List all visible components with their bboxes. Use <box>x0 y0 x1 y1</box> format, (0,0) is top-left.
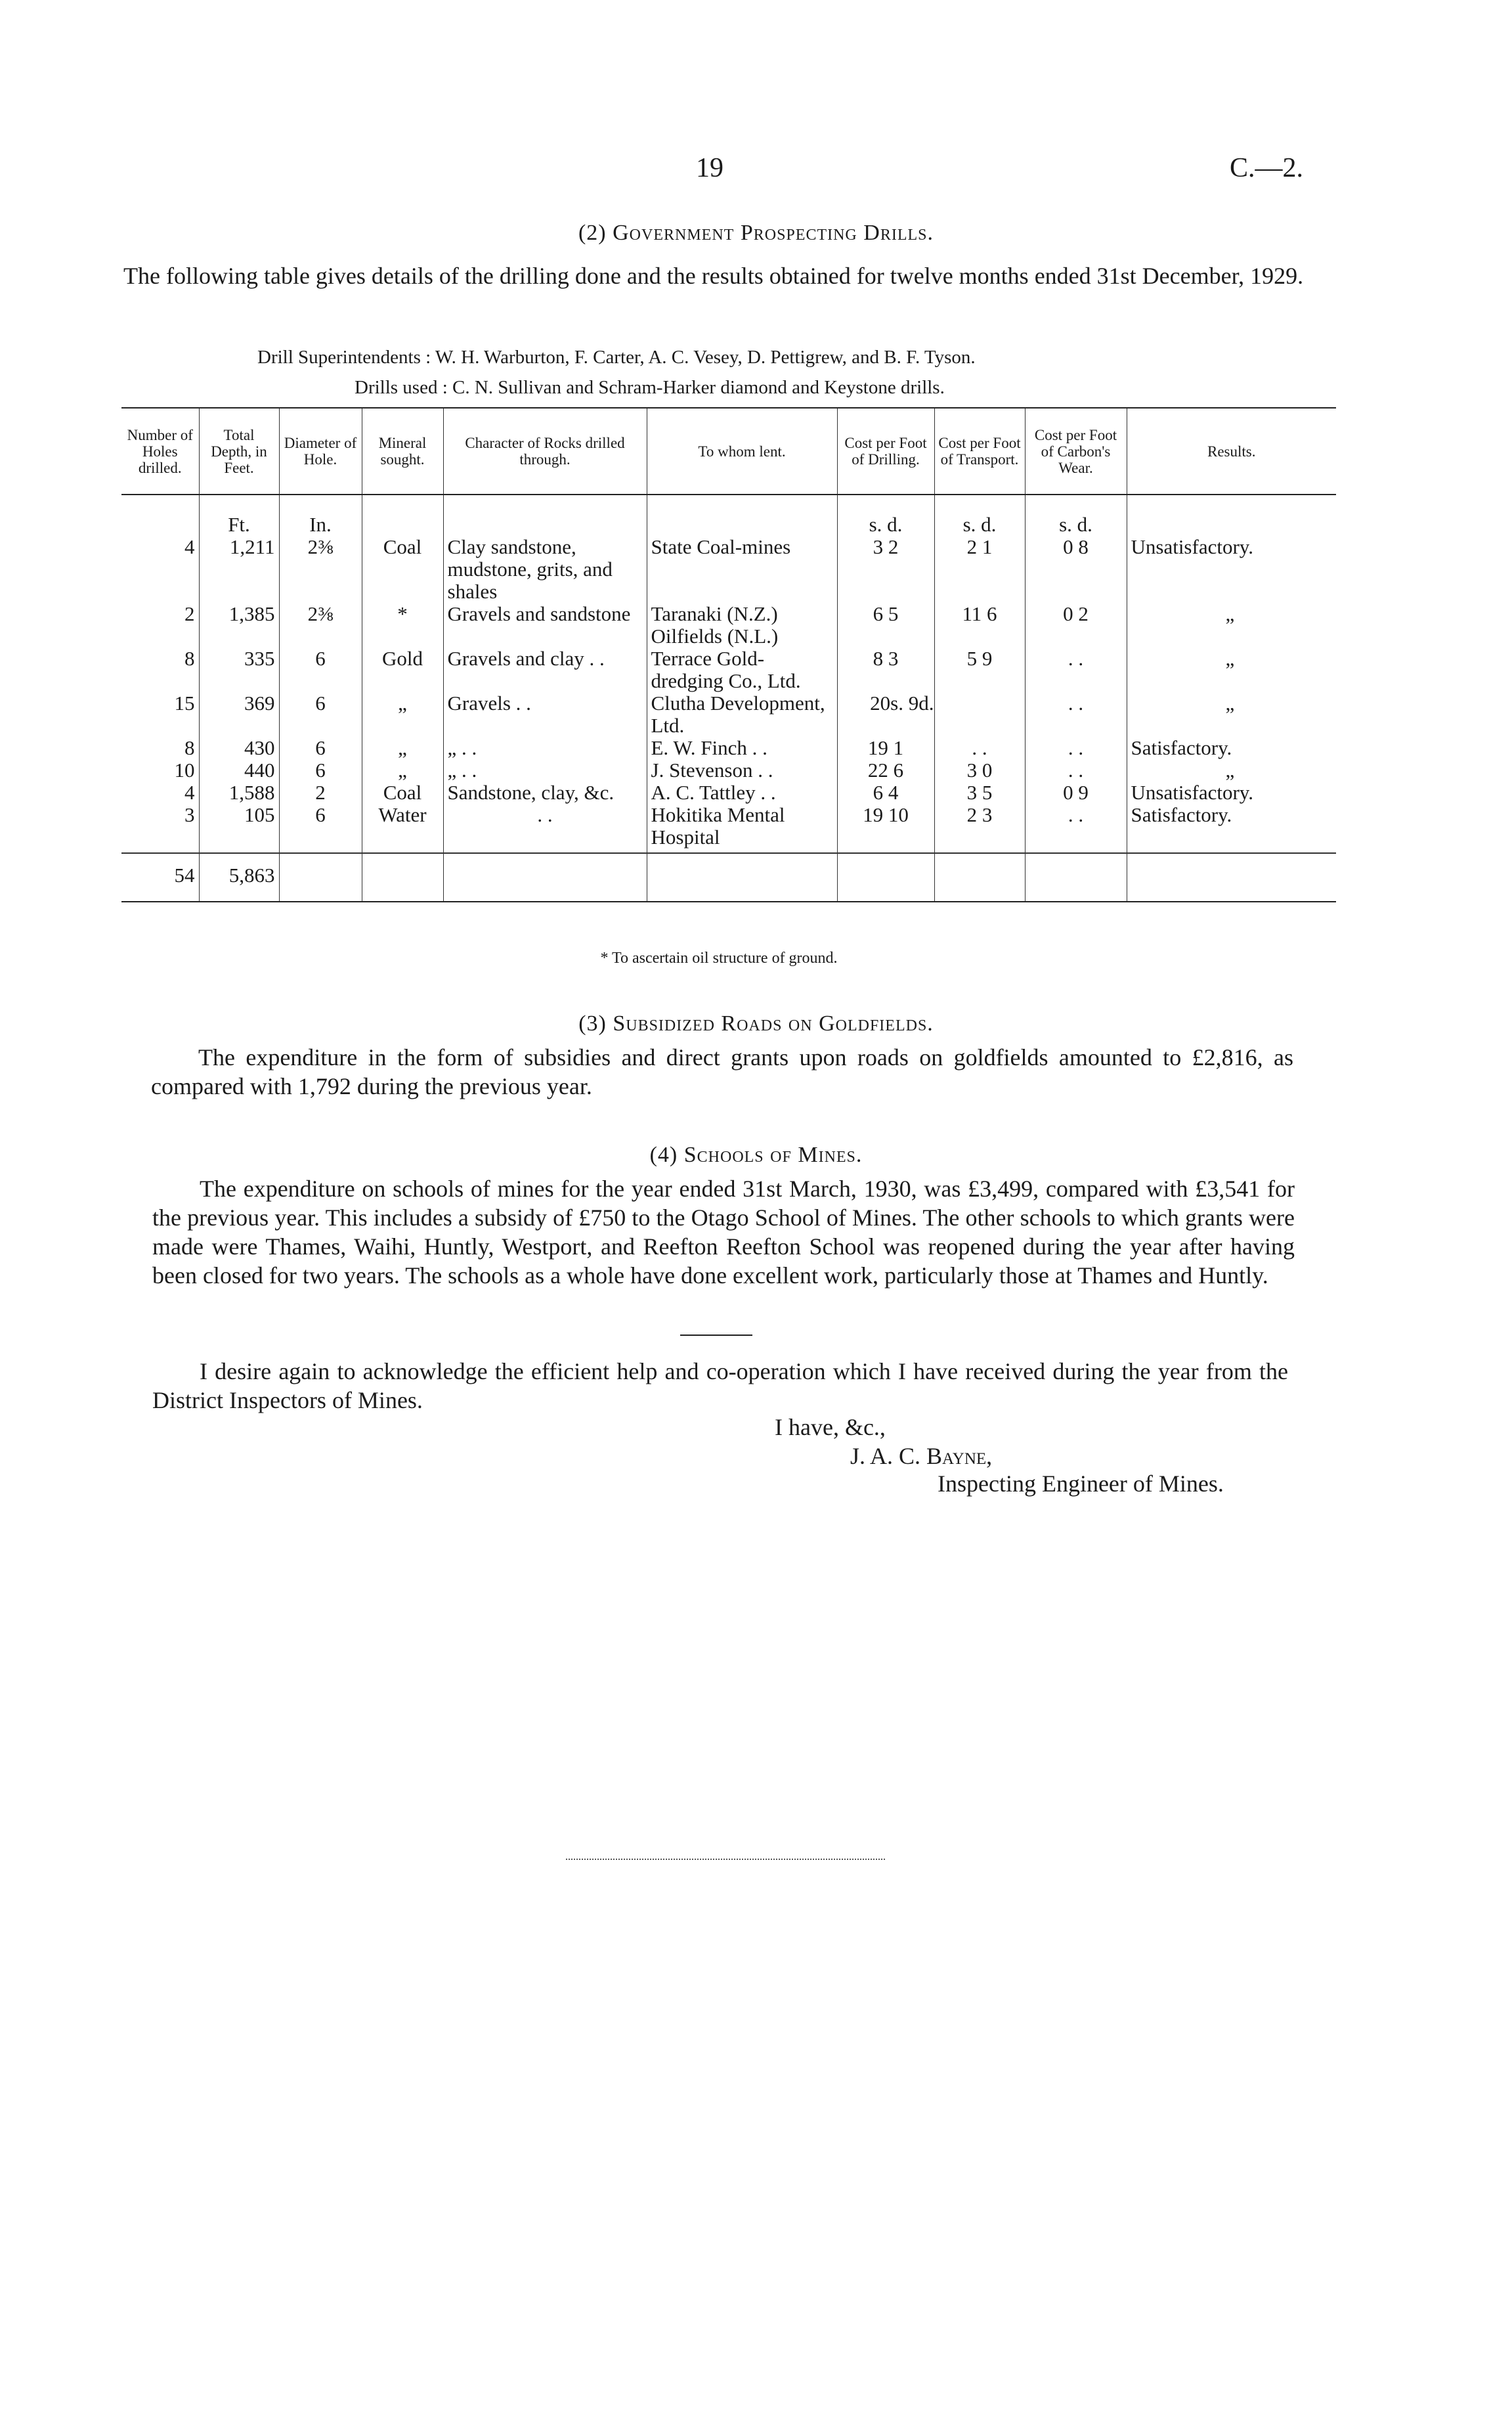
table-cell: Gravels . . <box>443 692 647 737</box>
table-cell: 6 <box>279 804 362 853</box>
table-cell: 22 6 <box>837 759 934 782</box>
table-row <box>121 648 1336 692</box>
table-cell: „ <box>1225 647 1235 670</box>
table-cell: „ . . <box>443 737 647 759</box>
table-cell: Gold <box>362 648 443 692</box>
table-cell: Unsatisfactory. <box>1131 535 1254 558</box>
table-cell <box>443 495 647 536</box>
table-cell: Water <box>362 804 443 853</box>
table-cell: Coal <box>362 782 443 804</box>
table-cell: 430 <box>199 737 279 759</box>
column-header: Number of Holes drilled. <box>121 408 199 495</box>
table-cell: Terrace Gold-dredging Co., Ltd. <box>647 648 837 692</box>
section-2-intro: The following table gives details of the drilling done and the results obtained for twelve months ended 31st December, 1929. <box>123 263 1304 289</box>
table-cell: . . <box>934 737 1025 759</box>
table-cell: Clay sandstone, mudstone, grits, and shales <box>443 536 647 603</box>
table-cell: Satisfactory. <box>1131 736 1232 759</box>
column-header: To whom lent. <box>647 408 837 495</box>
series-reference: C.—2. <box>1229 153 1303 183</box>
totals-row <box>121 853 1336 902</box>
table-row <box>121 603 1336 648</box>
table-cell: 4 <box>121 536 199 603</box>
table-cell <box>121 495 199 536</box>
table-cell: „ <box>1225 759 1235 782</box>
column-header: Mineral sought. <box>362 408 443 495</box>
table-footnote: * To ascertain oil structure of ground. <box>600 950 838 967</box>
column-header: Cost per Foot of Carbon's Wear. <box>1025 408 1127 495</box>
table-cell: Unsatisfactory. <box>1131 781 1254 804</box>
total-depth: 5,863 <box>199 853 279 902</box>
table-cell: „ <box>362 737 443 759</box>
table-cell: 2 3 <box>934 804 1025 853</box>
table-row <box>121 804 1336 853</box>
column-header: Cost per Foot of Transport. <box>934 408 1025 495</box>
column-header: Character of Rocks drilled through. <box>443 408 647 495</box>
table-cell: In. <box>279 495 362 536</box>
table-cell: . . <box>1025 648 1127 692</box>
table-cell: . . <box>1025 804 1127 853</box>
table-row <box>121 692 1336 737</box>
table-cell: s. d. <box>934 495 1025 536</box>
table-cell: 19 1 <box>837 737 934 759</box>
table-cell: 8 3 <box>837 648 934 692</box>
table-cell: 6 5 <box>837 603 934 648</box>
table-cell: „ <box>362 692 443 737</box>
table-cell: . . <box>1025 759 1127 782</box>
table-cell: „ . . <box>443 759 647 782</box>
table-cell: A. C. Tattley . . <box>647 782 837 804</box>
drills-used: Drills used : C. N. Sullivan and Schram-Harker diamond and Keystone drills. <box>355 377 945 398</box>
table-cell: Coal <box>362 536 443 603</box>
section-4-body: The expenditure on schools of mines for the year ended 31st March, 1930, was £3,499, compared with £3,541 for the previous year. This includes a subsidy of £750 to the Otago School of Mines. The other schools to which grants were made were Thames, Waihi, Huntly, Westport, and Reefton Reefton School was reopened during the year after having been closed for two years. The schools as a whole have done excellent work, particularly those at Thames and Huntly. <box>152 1176 1295 1289</box>
table-cell: 105 <box>199 804 279 853</box>
closing-paragraph: I desire again to acknowledge the efficient help and co-operation which I have received during the year from the District Inspectors of Mines. <box>152 1358 1288 1413</box>
table-cell: 0 2 <box>1025 603 1127 648</box>
table-cell: 11 6 <box>934 603 1025 648</box>
table-cell: 2⅜ <box>279 603 362 648</box>
table-cell: 5 9 <box>934 648 1025 692</box>
column-header: Results. <box>1127 408 1336 495</box>
table-cell: Satisfactory. <box>1131 803 1232 826</box>
table-cell: Sandstone, clay, &c. <box>443 782 647 804</box>
column-header: Cost per Foot of Drilling. <box>837 408 934 495</box>
table-cell: „ <box>1225 692 1235 715</box>
table-cell: 1,211 <box>199 536 279 603</box>
drilling-table <box>121 407 1336 902</box>
page-number: 19 <box>696 153 724 183</box>
table-cell: 0 8 <box>1025 536 1127 603</box>
table-cell: J. Stevenson . . <box>647 759 837 782</box>
total-holes: 54 <box>121 853 199 902</box>
table-cell: 6 <box>279 759 362 782</box>
section-3-body: The expenditure in the form of subsidies and direct grants upon roads on goldfields amounted to £2,816, as compared with 1,792 during the previous year. <box>151 1044 1293 1099</box>
table-cell: 2 <box>121 603 199 648</box>
table-cell: . . <box>443 804 647 853</box>
table-row <box>121 782 1336 804</box>
column-header: Diameter of Hole. <box>279 408 362 495</box>
table-cell <box>362 495 443 536</box>
units-row <box>121 495 1336 536</box>
table-cell: Gravels and sandstone <box>443 603 647 648</box>
table-cell: 1,385 <box>199 603 279 648</box>
table-cell: Gravels and clay . . <box>443 648 647 692</box>
closing-salutation: I have, &c., <box>775 1414 886 1440</box>
table-cell: . . <box>1025 737 1127 759</box>
table-row <box>121 536 1336 603</box>
table-row <box>121 737 1336 759</box>
table-row <box>121 759 1336 782</box>
table-cell: . . <box>1025 692 1127 737</box>
table-cell <box>1127 495 1336 536</box>
table-cell: 10 <box>121 759 199 782</box>
section-3-title: (3) Subsidized Roads on Goldfields. <box>578 1011 934 1036</box>
table-cell: 6 <box>279 648 362 692</box>
table-cell: 0 9 <box>1025 782 1127 804</box>
table-cell: 3 5 <box>934 782 1025 804</box>
table-cell: 3 0 <box>934 759 1025 782</box>
table-cell: State Coal-mines <box>647 536 837 603</box>
table-cell: 335 <box>199 648 279 692</box>
table-cell: Taranaki (N.Z.) Oilfields (N.L.) <box>647 603 837 648</box>
table-cell: 3 2 <box>837 536 934 603</box>
table-cell: 2 <box>279 782 362 804</box>
table-cell: 15 <box>121 692 199 737</box>
table-header-row <box>121 408 1336 495</box>
table-cell: 4 <box>121 782 199 804</box>
table-cell <box>934 692 1025 737</box>
table-cell: 2 1 <box>934 536 1025 603</box>
section-divider <box>680 1335 752 1336</box>
table-cell: „ <box>362 759 443 782</box>
table-cell: E. W. Finch . . <box>647 737 837 759</box>
table-cell: s. d. <box>1025 495 1127 536</box>
table-cell: 6 <box>279 737 362 759</box>
drill-superintendents: Drill Superintendents : W. H. Warburton, F. Carter, A. C. Vesey, D. Pettigrew, and B. F. Tyson. <box>257 347 976 368</box>
table-cell: Ft. <box>199 495 279 536</box>
table-cell: „ <box>1225 602 1235 625</box>
signatory-name: J. A. C. Bayne, <box>850 1443 993 1469</box>
column-header: Total Depth, in Feet. <box>199 408 279 495</box>
table-cell <box>647 495 837 536</box>
table-cell: 6 4 <box>837 782 934 804</box>
table-cell: * <box>362 603 443 648</box>
table-cell: 20s. 9d. <box>837 692 934 737</box>
table-cell: 1,588 <box>199 782 279 804</box>
section-4-title: (4) Schools of Mines. <box>649 1143 863 1167</box>
table-cell: 369 <box>199 692 279 737</box>
table-cell: 19 10 <box>837 804 934 853</box>
section-2-title: (2) Government Prospecting Drills. <box>578 221 934 245</box>
table-cell: Hokitika Mental Hospital <box>647 804 837 853</box>
table-cell: Clutha Development, Ltd. <box>647 692 837 737</box>
signatory-title: Inspecting Engineer of Mines. <box>938 1470 1224 1497</box>
table-cell: 8 <box>121 737 199 759</box>
table-cell: 8 <box>121 648 199 692</box>
table-cell: 440 <box>199 759 279 782</box>
table-cell: 6 <box>279 692 362 737</box>
table-cell: 3 <box>121 804 199 853</box>
table-cell: 2⅜ <box>279 536 362 603</box>
printer-rule <box>566 1859 885 1860</box>
table-cell: s. d. <box>837 495 934 536</box>
